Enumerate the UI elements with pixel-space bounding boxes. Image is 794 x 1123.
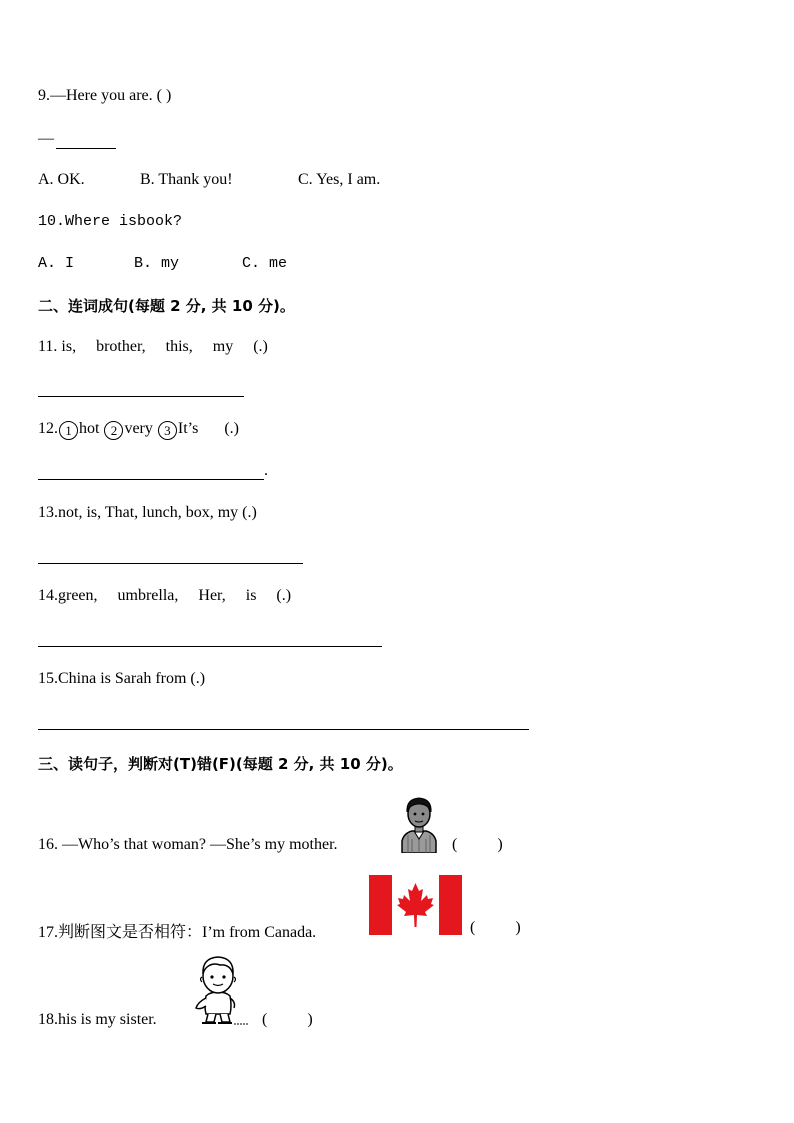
q10-option-a: A. I (38, 255, 75, 272)
q9-answer-prefix: — (38, 130, 54, 147)
q12-stem (38, 420, 239, 440)
q16-stem: 16. —Who’s that woman? —She’s my mother. (38, 836, 338, 853)
q12-word-2: very (124, 420, 153, 437)
q12-number: 12. (38, 420, 58, 437)
q12-word-3: It’s (177, 420, 199, 437)
q17-answer-paren: ( ) (470, 919, 521, 936)
q13-stem: 13.not, is, That, lunch, box, my (.) (38, 504, 257, 521)
q12-answer-line (38, 479, 264, 480)
q11-answer-line (38, 396, 244, 397)
q13-answer-line (38, 563, 303, 564)
q9-options (38, 171, 380, 189)
q10-option-b: B. my (134, 255, 180, 272)
q10-options (38, 255, 287, 272)
q15-answer-line (38, 729, 529, 730)
canada-flag-icon (369, 875, 462, 935)
q12-mark-2: 2 (104, 421, 123, 440)
man-illustration-icon (398, 795, 440, 853)
q15-stem: 15.China is Sarah from (.) (38, 670, 206, 687)
q9-stem: 9.—Here you are. ( ) (38, 87, 172, 104)
q14-answer-line (38, 646, 382, 647)
q12-mark-1: 1 (59, 421, 78, 440)
q9-answer-line (56, 148, 116, 149)
q11-stem: 11. is, brother, this, my (.) (38, 338, 268, 355)
q12-punct: (.) (224, 420, 239, 437)
q17-stem: 17.判断图文是否相符：I’m from Canada. (38, 924, 317, 941)
boy-illustration-icon (190, 952, 250, 1027)
q9-option-c: C. Yes, I am. (298, 171, 381, 188)
q9-option-a: A. OK. (38, 171, 85, 188)
q16-answer-paren: ( ) (452, 836, 503, 853)
q12-line-end: . (264, 462, 268, 479)
q9-option-b: B. Thank you! (140, 171, 233, 188)
q18-stem: 18.his is my sister. (38, 1011, 157, 1028)
section2-heading: 二、连词成句(每题 2 分, 共 10 分)。 (38, 297, 295, 315)
q10-stem: 10.Where isbook? (38, 213, 183, 230)
q12-mark-3: 3 (158, 421, 177, 440)
q14-stem: 14.green, umbrella, Her, is (.) (38, 587, 292, 604)
q12-word-1: hot (79, 420, 100, 437)
q18-answer-paren: ( ) (262, 1011, 313, 1028)
section3-heading: 三、读句子，判断对(T)错(F)(每题 2 分, 共 10 分)。 (38, 755, 403, 773)
q10-option-c: C. me (242, 255, 288, 272)
